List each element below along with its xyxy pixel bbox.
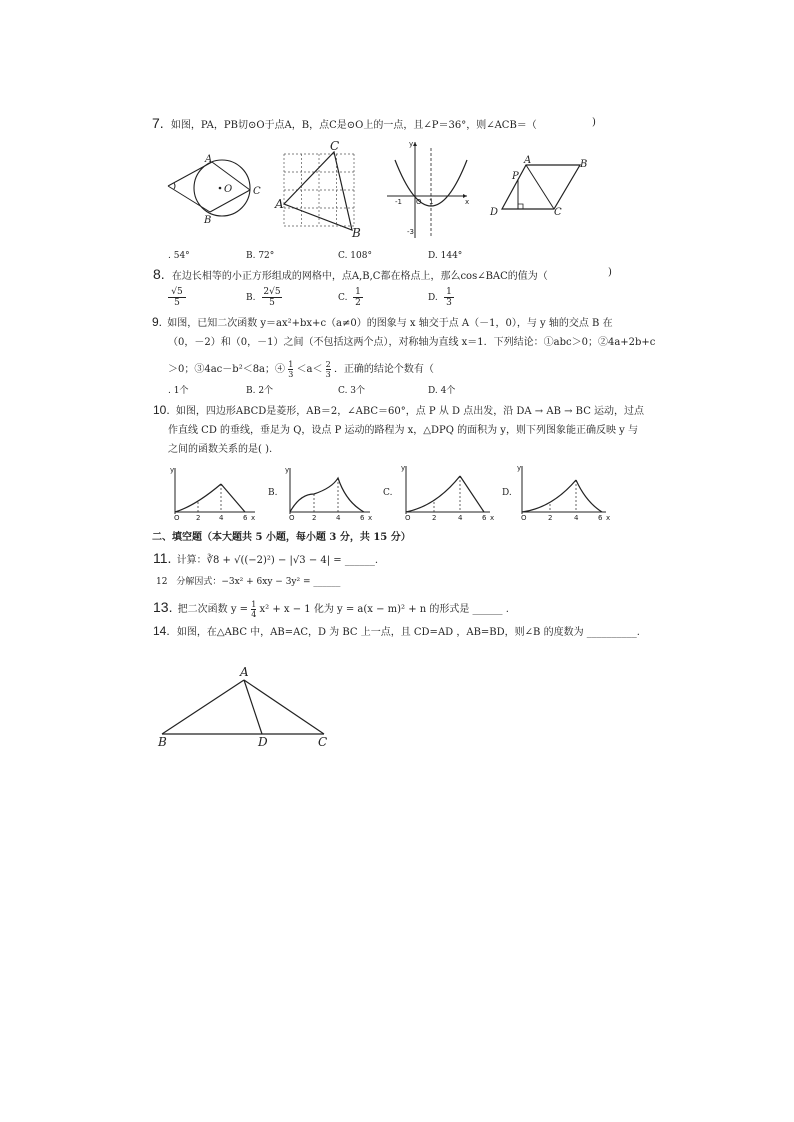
answer-paren-close: )	[592, 117, 596, 128]
question-7	[152, 117, 537, 132]
q9-option-a[interactable]: . 1个	[168, 386, 189, 396]
q7-option-a[interactable]: . 54°	[168, 251, 190, 261]
q8-figure-grid-triangle	[272, 139, 368, 240]
side-ac	[244, 680, 324, 734]
q10-graph-b[interactable]	[280, 464, 380, 520]
line-3-part-c: ．正确的结论个数有（	[333, 364, 434, 375]
tick-6: 6	[482, 514, 487, 522]
question-text: 如图，PA，PB切⊙O于点A，B，点C是⊙O上的一点，且∠P＝36°，则∠ACB＝（	[170, 120, 537, 131]
curve-rise	[522, 480, 576, 512]
denominator: 4	[251, 610, 257, 619]
label-a: A	[205, 154, 213, 165]
question-11	[153, 552, 378, 567]
denominator: 3	[446, 298, 452, 308]
curve	[290, 478, 364, 512]
y-label: y	[409, 140, 414, 148]
label-p: P	[512, 171, 519, 182]
question-text: 计算：∛8 + √((−2)²) − |√3 − 4| = ______.	[176, 555, 379, 566]
label-c: C	[330, 139, 340, 153]
question-number: 11.	[153, 550, 172, 566]
question-text: 分解因式：−3x² + 6xy − 3y² = ______	[176, 577, 341, 587]
angle-p-arc	[174, 183, 175, 189]
answer-paren-close: )	[608, 267, 612, 278]
label-c: C	[253, 186, 261, 197]
fraction-two-thirds	[326, 360, 331, 379]
y-axis-arrow	[413, 142, 417, 146]
segment-fall	[221, 484, 245, 512]
segment-ad	[244, 680, 262, 734]
fraction-one-quarter	[251, 600, 256, 619]
label-c: C	[554, 207, 562, 218]
question-12	[156, 576, 340, 589]
q8-option-d[interactable]	[444, 287, 454, 308]
tick-2: 2	[548, 514, 553, 522]
q10-figure-rhombus	[488, 155, 593, 220]
y-label: y	[170, 466, 175, 474]
numerator: 1	[288, 360, 294, 369]
tick-6: 6	[598, 514, 603, 522]
q9-figure-parabola	[385, 140, 475, 240]
label-d: D	[258, 735, 268, 749]
triangle-abc	[284, 152, 352, 230]
question-13	[153, 600, 509, 619]
q8-option-d-label[interactable]: D.	[428, 293, 438, 303]
q9-option-c[interactable]: C. 3个	[338, 386, 366, 396]
origin-label: O	[289, 514, 295, 522]
label-d: D	[490, 207, 499, 218]
tick-4: 4	[458, 514, 463, 522]
origin-label: O	[416, 198, 422, 206]
question-text-post: x² + x − 1 化为 y = a(x − m)² + n 的形式是 ______ .	[259, 604, 509, 615]
question-8	[153, 268, 548, 283]
tick-minus-three: -3	[407, 228, 414, 236]
fraction-one-third	[288, 360, 293, 379]
question-text-pre: 把二次函数 y =	[177, 604, 249, 615]
tick-one: 1	[429, 198, 434, 206]
tick-2: 2	[432, 514, 437, 522]
denominator: 2	[355, 298, 361, 308]
label-a: A	[275, 197, 284, 211]
tick-4: 4	[336, 514, 341, 522]
tick-minus-one: -1	[395, 198, 402, 206]
denominator: 3	[288, 370, 294, 379]
diagonal-ac	[526, 165, 554, 209]
x-label: x	[490, 514, 495, 522]
q10-graph-a[interactable]	[165, 464, 265, 520]
numerator: 2√5	[263, 287, 281, 297]
q10-option-c-label[interactable]: C.	[383, 488, 393, 498]
tick-6: 6	[360, 514, 365, 522]
label-b: B	[580, 159, 588, 170]
question-text: 在边长相等的小正方形组成的网格中，点A,B,C都在格点上，那么cos∠BAC的值为（	[171, 271, 548, 282]
question-9-line-3	[168, 360, 434, 379]
tangent-pb	[168, 186, 210, 212]
x-label: x	[251, 514, 256, 522]
line-3-part-b: ＜a＜	[296, 364, 323, 375]
question-10-line-3: 之间的函数关系的是( ).	[168, 444, 273, 455]
q9-option-b[interactable]: B. 2个	[246, 386, 274, 396]
question-9-line-1	[152, 316, 613, 330]
q9-option-d[interactable]: D. 4个	[428, 386, 456, 396]
tick-4: 4	[574, 514, 579, 522]
question-text: 如图，已知二次函数 y＝ax²+bx+c（a≠0）的图象与 x 轴交于点 A（－1，0），与 y 轴的交点 B 在	[167, 318, 613, 329]
label-a: A	[524, 155, 532, 166]
question-number: 14.	[153, 624, 170, 638]
x-label: x	[606, 514, 611, 522]
q8-option-a[interactable]	[168, 287, 186, 308]
q10-option-b-label[interactable]: B.	[268, 488, 278, 498]
q7-option-c[interactable]: C. 108°	[338, 251, 372, 261]
x-label: x	[465, 198, 470, 206]
question-number: 12	[156, 577, 168, 587]
tick-4: 4	[219, 514, 224, 522]
question-10-line-2: 作直线 CD 的垂线，垂足为 Q，设点 P 运动的路程为 x，△DPQ 的面积为 y，则下列图象能正确反映 y 与	[168, 425, 638, 436]
label-o: O	[224, 184, 233, 195]
question-number: 8.	[153, 266, 165, 282]
q10-option-d-label[interactable]: D.	[502, 488, 512, 498]
line-3-part-a: ＞0；③4ac－b²＜8a；④	[168, 364, 286, 375]
q8-option-b[interactable]	[262, 287, 282, 308]
side-ab	[162, 680, 244, 734]
label-c: C	[318, 735, 328, 749]
y-label: y	[285, 466, 290, 474]
tick-2: 2	[196, 514, 201, 522]
q7-figure-circle-tangents	[160, 150, 270, 230]
right-angle-mark	[518, 204, 523, 209]
q10-graph-d[interactable]	[512, 462, 616, 520]
origin-label: O	[521, 514, 527, 522]
numerator: √5	[168, 287, 186, 298]
denominator: 5	[174, 298, 180, 308]
segment-fall	[460, 476, 484, 512]
denominator: 3	[325, 370, 331, 379]
curve-rise	[406, 476, 460, 512]
numerator: 1	[251, 600, 257, 609]
section-2-title: 二、填空题（本大题共 5 小题，每小题 3 分，共 15 分）	[152, 532, 411, 543]
tangent-pa	[168, 162, 212, 186]
tick-6: 6	[243, 514, 248, 522]
numerator: 1	[444, 287, 454, 298]
question-number: 10.	[153, 403, 170, 417]
question-9-line-2: （0，－2）和（0，－1）之间（不包括这两个点），对称轴为直线 x＝1．下列结论：①abc＞0；②4a+2b+c	[168, 337, 656, 348]
question-14	[153, 625, 640, 639]
q8-option-c[interactable]	[353, 287, 363, 308]
numerator: 1	[353, 287, 363, 298]
q14-figure-triangle	[150, 664, 340, 750]
q8-option-b-label[interactable]: B.	[246, 293, 256, 303]
grid-lines	[284, 154, 354, 226]
q7-option-b[interactable]: B. 72°	[246, 251, 275, 261]
x-label: x	[368, 514, 373, 522]
curve-fall	[576, 480, 602, 512]
question-number: 13.	[153, 599, 173, 615]
q10-graph-c[interactable]	[396, 462, 500, 520]
label-b: B	[204, 215, 212, 226]
label-b: B	[352, 226, 361, 240]
question-10-line-1	[153, 404, 644, 418]
y-label: y	[517, 464, 522, 472]
question-number: 7.	[152, 115, 164, 131]
question-number: 9.	[152, 315, 163, 329]
q8-option-c-label[interactable]: C.	[338, 293, 348, 303]
question-text: 如图，四边形ABCD是菱形，AB＝2，∠ABC＝60°，点 P 从 D 点出发，沿 DA → AB → BC 运动，过点	[175, 406, 645, 417]
label-b: B	[158, 735, 167, 749]
label-a: A	[240, 665, 249, 679]
origin-label: O	[174, 514, 180, 522]
tick-2: 2	[312, 514, 317, 522]
denominator: 5	[269, 298, 275, 308]
y-label: y	[401, 464, 406, 472]
question-text: 如图，在△ABC 中，AB=AC，D 为 BC 上一点，且 CD=AD ，AB=BD，则∠B 的度数为 __________.	[176, 627, 640, 638]
numerator: 2	[325, 360, 331, 369]
center-dot	[219, 187, 222, 190]
origin-label: O	[405, 514, 411, 522]
q7-option-d[interactable]: D. 144°	[428, 251, 463, 261]
